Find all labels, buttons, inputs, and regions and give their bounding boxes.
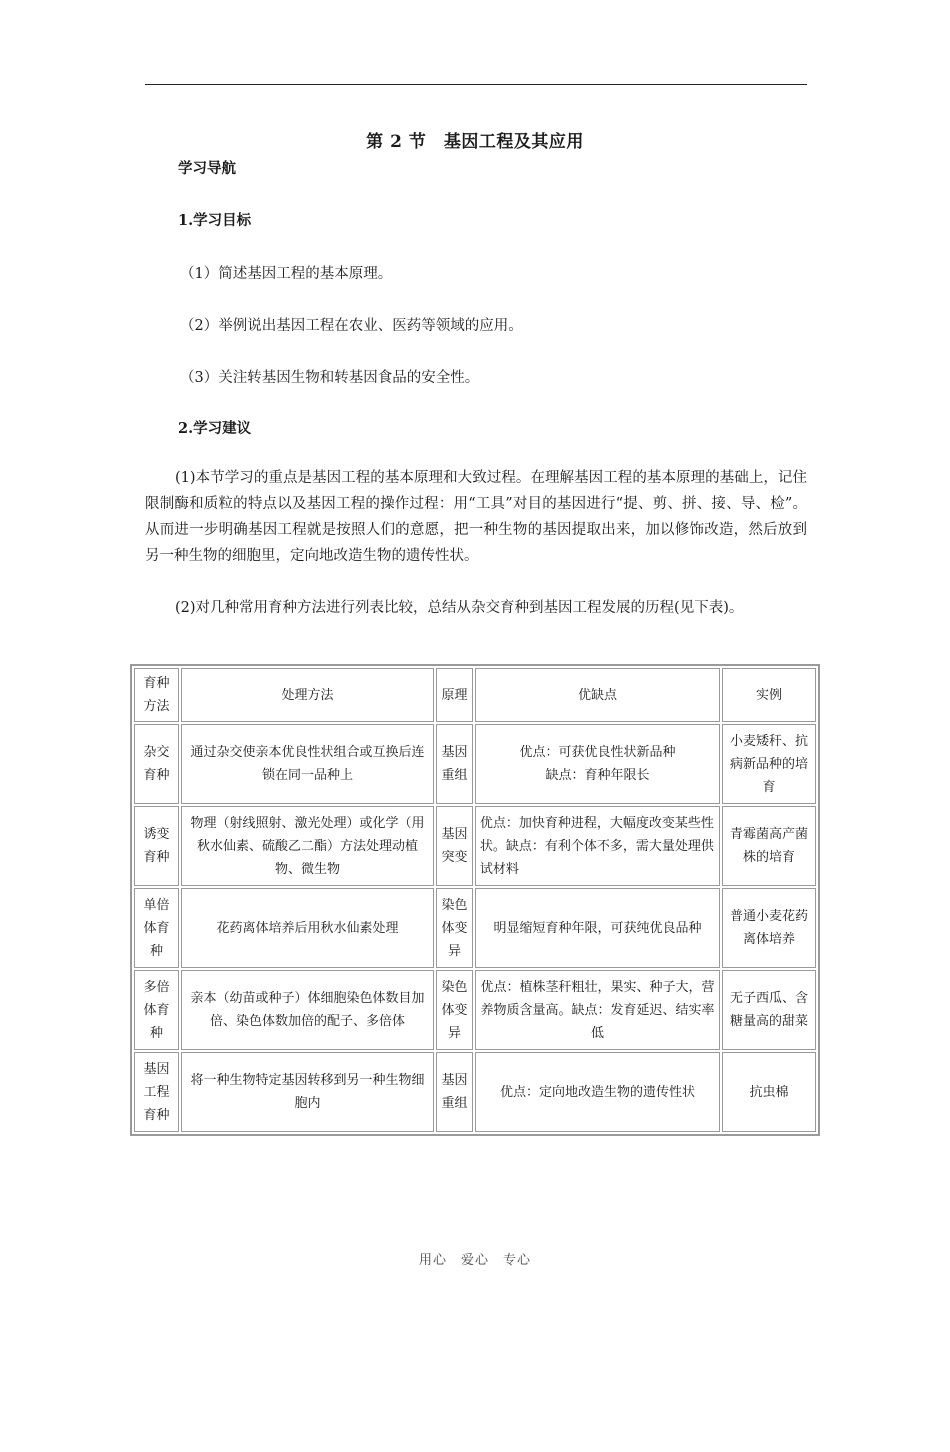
header-cell: 原理 — [436, 668, 473, 722]
example-cell: 无子西瓜、含糖量高的甜菜 — [722, 970, 816, 1050]
pros-cons-cell: 优点：植株茎秆粗壮，果实、种子大，营养物质含量高。缺点：发育延迟、结实率低 — [475, 970, 720, 1050]
breeding-methods-table-wrapper — [130, 664, 820, 1452]
process-cell: 亲本（幼苗或种子）体细胞染色体数目加倍、染色体数加倍的配子、多倍体 — [181, 970, 434, 1050]
table-row — [134, 888, 816, 968]
header-rule — [145, 84, 807, 85]
advice-paragraph: (1)本节学习的重点是基因工程的基本原理和大致过程。在理解基因工程的基本原理的基础上，记住限制酶和质粒的特点以及基因工程的操作过程：用“工具”对目的基因进行“提、剪、拼、接、导、检”。从而进一步明确基因工程就是按照人们的意愿，把一种生物的基因提取出来，加以修饰改造，然后放到另一种生物的细胞里，定向地改造生物的遗传性状。 — [145, 470, 807, 564]
principle-cell: 基因突变 — [436, 806, 473, 886]
principle-cell: 基因重组 — [436, 1052, 473, 1132]
advice-paragraph: (2)对几种常用育种方法进行列表比较，总结从杂交育种到基因工程发展的历程(见下表)。 — [175, 600, 744, 616]
goals-heading: 1.学习目标 — [178, 212, 252, 229]
method-cell: 多倍体育种 — [134, 970, 179, 1050]
page-footer: 用心 爱心 专心 — [418, 1253, 531, 1268]
header-cell: 处理方法 — [181, 668, 434, 722]
table-row — [134, 724, 816, 804]
table-row — [134, 806, 816, 886]
method-cell: 单倍体育种 — [134, 888, 179, 968]
breeding-methods-table — [130, 664, 820, 1136]
table-header-row — [134, 668, 816, 722]
page-title: 第 2 节 基因工程及其应用 — [366, 132, 584, 152]
pros-cons-cell: 优点：可获优良性状新品种 缺点：育种年限长 — [475, 724, 720, 804]
example-cell: 抗虫棉 — [722, 1052, 816, 1132]
example-cell: 普通小麦花药离体培养 — [722, 888, 816, 968]
pros-cons-cell: 优点：定向地改造生物的遗传性状 — [475, 1052, 720, 1132]
process-cell: 物理（射线照射、激光处理）或化学（用秋水仙素、硫酸乙二酯）方法处理动植物、微生物 — [181, 806, 434, 886]
method-cell: 基因工程育种 — [134, 1052, 179, 1132]
process-cell: 花药离体培养后用秋水仙素处理 — [181, 888, 434, 968]
goal-item: （2）举例说出基因工程在农业、医药等领域的应用。 — [180, 318, 523, 334]
process-cell: 通过杂交使亲本优良性状组合或互换后连锁在同一品种上 — [181, 724, 434, 804]
pros-cons-cell: 明显缩短育种年限，可获纯优良品种 — [475, 888, 720, 968]
principle-cell: 染色体变异 — [436, 888, 473, 968]
goal-item: （3）关注转基因生物和转基因食品的安全性。 — [180, 370, 480, 386]
advice-heading: 2.学习建议 — [178, 420, 252, 437]
section-heading: 学习导航 — [178, 160, 236, 177]
header-cell: 实例 — [722, 668, 816, 722]
process-cell: 将一种生物特定基因转移到另一种生物细胞内 — [181, 1052, 434, 1132]
table-row — [134, 1052, 816, 1132]
pros-cons-cell: 优点：加快育种进程，大幅度改变某些性状。缺点：有利个体不多，需大量处理供试材料 — [475, 806, 720, 886]
goal-item: （1）简述基因工程的基本原理。 — [180, 266, 393, 282]
example-cell: 青霉菌高产菌株的培育 — [722, 806, 816, 886]
table-row — [134, 970, 816, 1050]
principle-cell: 基因重组 — [436, 724, 473, 804]
example-cell: 小麦矮秆、抗病新品种的培育 — [722, 724, 816, 804]
header-cell: 育种方法 — [134, 668, 179, 722]
method-cell: 诱变育种 — [134, 806, 179, 886]
header-cell: 优缺点 — [475, 668, 720, 722]
principle-cell: 染色体变异 — [436, 970, 473, 1050]
method-cell: 杂交育种 — [134, 724, 179, 804]
